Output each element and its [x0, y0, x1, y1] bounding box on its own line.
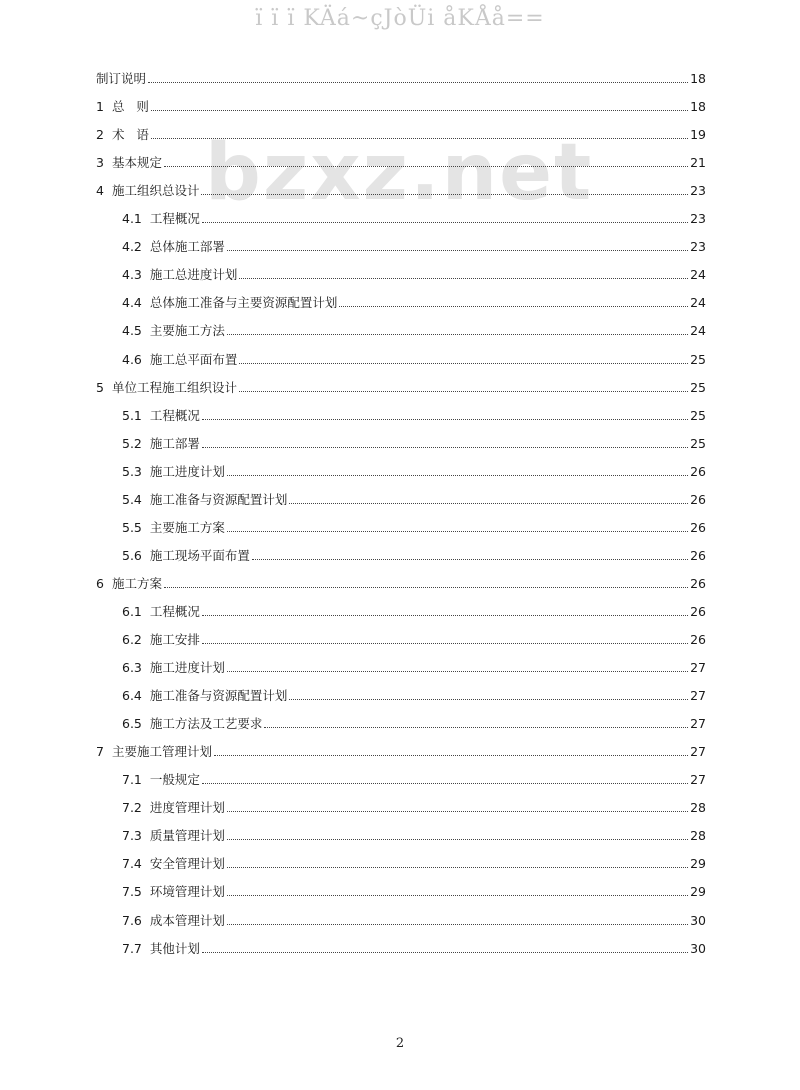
toc-entry-title: 主要施工方法 — [149, 323, 225, 339]
toc-entry — [122, 937, 706, 957]
toc-entry-page: 28 — [690, 800, 706, 816]
toc-entry — [122, 516, 706, 536]
toc-entry-title: 术 语 — [111, 127, 149, 143]
toc-entry-number: 5.1 — [122, 407, 142, 423]
toc-entry — [122, 263, 706, 283]
toc-dot-leader — [339, 305, 688, 307]
toc-entry-title: 一般规定 — [149, 772, 200, 788]
toc-entry-page: 25 — [690, 407, 706, 423]
toc-dot-leader — [227, 249, 688, 251]
toc-entry-number: 4.1 — [122, 211, 142, 227]
toc-entry-number: 3 — [96, 155, 104, 171]
toc-entry-page: 30 — [690, 912, 706, 928]
toc-entry-title: 总体施工准备与主要资源配置计划 — [149, 295, 338, 311]
toc-entry-page: 24 — [690, 295, 706, 311]
toc-dot-leader — [239, 277, 688, 279]
toc-entry-title: 施工部署 — [149, 435, 200, 451]
toc-entry-page: 25 — [690, 379, 706, 395]
toc-entry-title: 施工方案 — [111, 575, 162, 591]
toc-entry — [122, 852, 706, 872]
toc-entry-number: 7 — [96, 744, 104, 760]
toc-entry — [96, 740, 706, 760]
toc-entry — [96, 151, 706, 171]
toc-entry-number: 4.3 — [122, 267, 142, 283]
toc-entry — [122, 432, 706, 452]
toc-dot-leader — [202, 782, 688, 784]
toc-entry — [122, 909, 706, 929]
toc-dot-leader — [202, 221, 688, 223]
toc-entry-title: 施工进度计划 — [149, 463, 225, 479]
toc-dot-leader — [164, 165, 688, 167]
toc-entry-title: 施工进度计划 — [149, 660, 225, 676]
toc-entry-page: 26 — [690, 603, 706, 619]
toc-entry-number: 4.4 — [122, 295, 142, 311]
toc-entry — [122, 824, 706, 844]
toc-dot-leader — [289, 698, 688, 700]
toc-dot-leader — [252, 558, 688, 560]
toc-entry — [122, 656, 706, 676]
toc-entry-number: 4.2 — [122, 239, 142, 255]
toc-entry-number: 6.5 — [122, 716, 142, 732]
toc-dot-leader — [201, 193, 688, 195]
toc-dot-leader — [289, 502, 688, 504]
toc-dot-leader — [202, 642, 688, 644]
toc-dot-leader — [227, 530, 688, 532]
toc-entry — [122, 319, 706, 339]
toc-dot-leader — [227, 894, 688, 896]
page-number: 2 — [395, 1036, 405, 1051]
toc-dot-leader — [202, 446, 688, 448]
toc-entry-page: 30 — [690, 940, 706, 956]
toc-dot-leader — [239, 390, 688, 392]
toc-entry-number: 4 — [96, 183, 104, 199]
watermark: bzxz.net — [205, 128, 594, 218]
toc-entry — [96, 95, 706, 115]
toc-entry — [96, 376, 706, 396]
toc-entry-title: 施工总平面布置 — [149, 351, 238, 367]
toc-entry-title: 总体施工部署 — [149, 239, 225, 255]
toc-entry-title: 施工组织总设计 — [111, 183, 200, 199]
toc-entry-page: 26 — [690, 491, 706, 507]
toc-entry — [122, 684, 706, 704]
toc-entry-title: 基本规定 — [111, 155, 162, 171]
toc-entry-page: 26 — [690, 632, 706, 647]
toc-dot-leader — [227, 923, 688, 925]
toc-entry — [122, 488, 706, 508]
toc-entry-title: 施工准备与资源配置计划 — [149, 688, 288, 704]
toc-entry-page: 19 — [690, 127, 706, 143]
toc-entry-title: 质量管理计划 — [149, 828, 225, 844]
toc-entry-page: 23 — [690, 239, 706, 255]
toc-entry — [122, 235, 706, 255]
toc-entry-number: 7.3 — [122, 828, 142, 844]
toc-entry-page: 26 — [690, 547, 706, 563]
toc-entry-title: 成本管理计划 — [149, 912, 225, 928]
toc-entry-page: 27 — [690, 716, 706, 732]
toc-entry-page: 26 — [690, 575, 706, 591]
toc-dot-leader — [227, 866, 688, 868]
toc-entry — [96, 179, 706, 199]
toc-dot-leader — [148, 81, 688, 83]
toc-dot-leader — [227, 474, 688, 476]
toc-entry — [122, 768, 706, 788]
toc-entry — [122, 880, 706, 900]
toc-entry-title: 其他计划 — [149, 940, 200, 956]
toc-dot-leader — [239, 362, 688, 364]
toc-entry-number: 5.2 — [122, 435, 142, 451]
toc-entry-page: 26 — [690, 519, 706, 535]
toc-dot-leader — [202, 614, 688, 616]
toc-entry-title: 单位工程施工组织设计 — [111, 379, 237, 395]
toc-dot-leader — [264, 726, 688, 728]
toc-entry-number: 7.5 — [122, 884, 142, 900]
toc-entry-number: 5.5 — [122, 519, 142, 535]
toc-entry — [122, 348, 706, 368]
toc-entry-page: 27 — [690, 660, 706, 676]
toc-entry-number: 7.6 — [122, 912, 142, 928]
toc-entry — [122, 207, 706, 227]
toc-entry-number: 5 — [96, 379, 104, 395]
toc-dot-leader — [227, 333, 688, 335]
toc-dot-leader — [151, 109, 688, 111]
toc-entry-title: 主要施工方案 — [149, 519, 225, 535]
toc-entry-title: 制订说明 — [96, 71, 147, 86]
toc-entry-page: 29 — [690, 856, 706, 872]
toc-entry-title: 主要施工管理计划 — [111, 744, 212, 760]
toc-entry-page: 24 — [690, 323, 706, 339]
toc-entry-page: 25 — [690, 435, 706, 451]
toc-entry-number: 6.3 — [122, 660, 142, 676]
toc-entry-number: 6.4 — [122, 688, 142, 704]
toc-entry — [122, 404, 706, 424]
toc-entry-page: 18 — [690, 71, 706, 86]
toc-dot-leader — [227, 810, 688, 812]
toc-entry-number: 2 — [96, 127, 104, 143]
toc-entry-number: 7.1 — [122, 772, 142, 788]
toc-entry-page: 29 — [690, 884, 706, 900]
toc-dot-leader — [227, 670, 688, 672]
toc-entry-title: 施工准备与资源配置计划 — [149, 491, 288, 507]
toc-entry-title: 总 则 — [111, 99, 149, 115]
toc-dot-leader — [164, 586, 688, 588]
toc-entry — [122, 291, 706, 311]
toc-entry-number: 7.7 — [122, 940, 142, 956]
toc-entry-page: 28 — [690, 828, 706, 844]
toc-entry-number: 4.5 — [122, 323, 142, 339]
toc-entry-page: 23 — [690, 211, 706, 227]
toc-entry-title: 工程概况 — [149, 407, 200, 423]
toc-entry-title: 施工方法及工艺要求 — [149, 716, 263, 732]
toc-entry-page: 18 — [690, 99, 706, 115]
toc-entry-number: 5.6 — [122, 547, 142, 563]
toc-entry-number: 7.4 — [122, 856, 142, 872]
toc-entry-title: 工程概况 — [149, 603, 200, 619]
toc-entry — [122, 600, 706, 620]
toc-dot-leader — [214, 754, 688, 756]
toc-entry-number: 5.4 — [122, 491, 142, 507]
toc-entry-page: 24 — [690, 267, 706, 283]
toc-entry-number: 5.3 — [122, 463, 142, 479]
toc-entry — [96, 123, 706, 143]
toc-dot-leader — [151, 137, 688, 139]
toc-entry-number: 6.2 — [122, 632, 142, 647]
toc-entry-title: 施工安排 — [149, 632, 200, 647]
toc-entry-title: 环境管理计划 — [149, 884, 225, 900]
toc-entry-title: 安全管理计划 — [149, 856, 225, 872]
toc-entry — [96, 572, 706, 592]
toc-entry-number: 1 — [96, 99, 104, 115]
toc-entry-number: 7.2 — [122, 800, 142, 816]
toc-entry — [122, 712, 706, 732]
toc-dot-leader — [227, 838, 688, 840]
toc-entry-page: 27 — [690, 744, 706, 760]
toc-dot-leader — [202, 951, 688, 953]
toc-entry-page: 26 — [690, 463, 706, 479]
toc-entry — [96, 67, 706, 87]
toc-entry — [122, 796, 706, 816]
toc-entry-number: 6 — [96, 575, 104, 591]
toc-entry-page: 27 — [690, 688, 706, 704]
toc-entry — [122, 544, 706, 564]
garbled-header-text: ï ï ï KÄá~çJòÜi åKÅå== — [255, 6, 545, 31]
toc-entry-title: 施工总进度计划 — [149, 267, 238, 283]
toc-entry-title: 施工现场平面布置 — [149, 547, 250, 563]
toc-entry-page: 27 — [690, 772, 706, 788]
toc-entry — [122, 628, 706, 648]
toc-entry-title: 工程概况 — [149, 211, 200, 227]
toc-entry-title: 进度管理计划 — [149, 800, 225, 816]
toc-entry — [122, 460, 706, 480]
toc-dot-leader — [202, 418, 688, 420]
toc-entry-page: 23 — [690, 183, 706, 199]
toc-entry-number: 4.6 — [122, 351, 142, 367]
toc-entry-page: 25 — [690, 351, 706, 367]
toc-entry-number: 6.1 — [122, 603, 142, 619]
toc-entry-page: 21 — [690, 155, 706, 171]
